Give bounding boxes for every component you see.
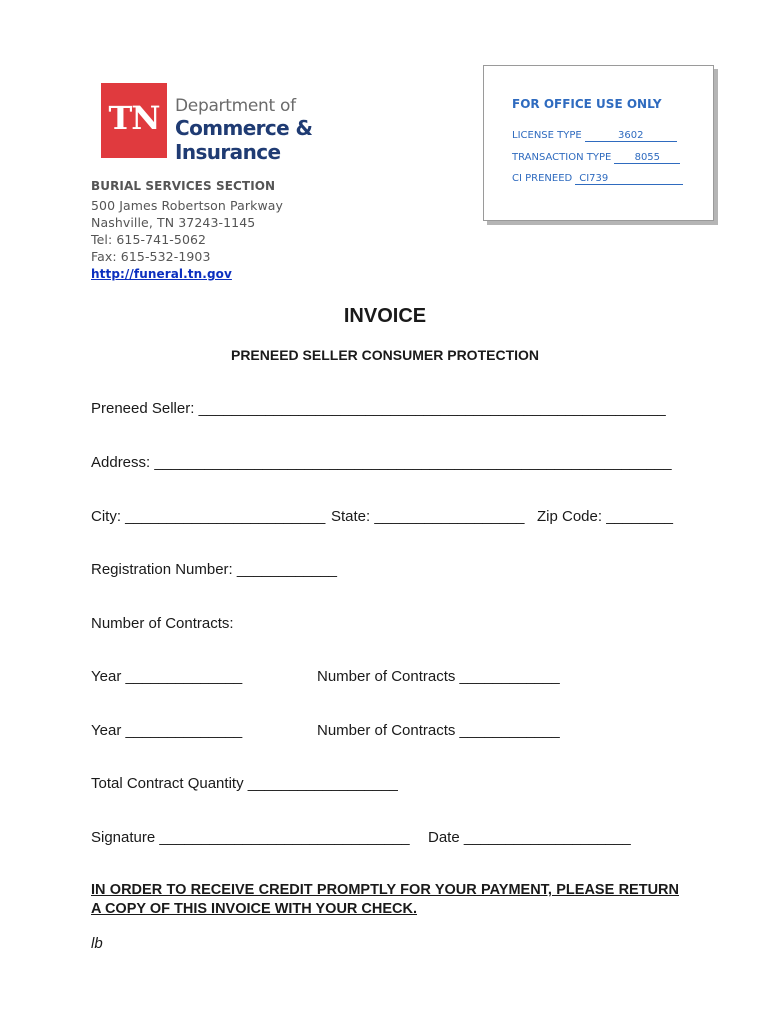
- address-fax: Fax: 615-532-1903: [91, 249, 211, 264]
- payment-notice: IN ORDER TO RECEIVE CREDIT PROMPTLY FOR YOUR PAYMENT, PLEASE RETURN A COPY OF THIS INVOICE WITH YOUR CHECK.: [91, 882, 679, 917]
- transaction-type-label: TRANSACTION TYPE: [512, 152, 612, 163]
- license-type-label: LICENSE TYPE: [512, 130, 582, 141]
- transaction-type-row: [512, 152, 680, 164]
- city-field[interactable]: City: ________________________: [91, 508, 326, 525]
- state-field[interactable]: State: __________________: [331, 508, 525, 525]
- license-type-row: [512, 130, 677, 142]
- year-field-1[interactable]: Year ______________: [91, 668, 243, 685]
- address-field[interactable]: Address: ______________________________________________________________: [91, 454, 672, 471]
- website-link[interactable]: http://funeral.tn.gov: [91, 267, 232, 281]
- office-use-box: [483, 65, 714, 221]
- section-name: BURIAL SERVICES SECTION: [91, 179, 276, 193]
- preneed-seller-field[interactable]: Preneed Seller: ________________________________________________________: [91, 400, 666, 417]
- total-contract-quantity-field[interactable]: Total Contract Quantity __________________: [91, 775, 398, 792]
- number-of-contracts-label: Number of Contracts:: [91, 615, 234, 632]
- logo-commerce: Commerce &: [175, 116, 313, 140]
- ci-preneed-value: CI739: [575, 173, 683, 185]
- address-street: 500 James Robertson Parkway: [91, 198, 284, 213]
- year-field-2[interactable]: Year ______________: [91, 722, 243, 739]
- ci-preneed-row: [512, 173, 683, 185]
- license-type-value: 3602: [585, 130, 677, 142]
- contracts-field-1[interactable]: Number of Contracts ____________: [317, 668, 560, 685]
- date-field[interactable]: Date ____________________: [428, 829, 631, 846]
- address-phone: Tel: 615-741-5062: [91, 232, 207, 247]
- ci-preneed-label: CI PRENEED: [512, 173, 573, 184]
- address-city: Nashville, TN 37243-1145: [91, 215, 256, 230]
- logo-department: Department of: [175, 96, 296, 116]
- logo-mark-text: TN: [108, 99, 160, 137]
- invoice-title: INVOICE: [343, 305, 427, 327]
- office-use-title: FOR OFFICE USE ONLY: [512, 97, 662, 111]
- transaction-type-value: 8055: [614, 152, 680, 164]
- contracts-field-2[interactable]: Number of Contracts ____________: [317, 722, 560, 739]
- tn-logo-mark: [101, 83, 167, 158]
- signature-field[interactable]: Signature ______________________________: [91, 829, 410, 846]
- invoice-subtitle: PRENEED SELLER CONSUMER PROTECTION: [230, 347, 540, 363]
- logo-insurance: Insurance: [175, 140, 281, 164]
- preparer-initials: lb: [91, 935, 103, 952]
- zip-code-field[interactable]: Zip Code: ________: [537, 508, 673, 525]
- registration-number-field[interactable]: Registration Number: ____________: [91, 561, 337, 578]
